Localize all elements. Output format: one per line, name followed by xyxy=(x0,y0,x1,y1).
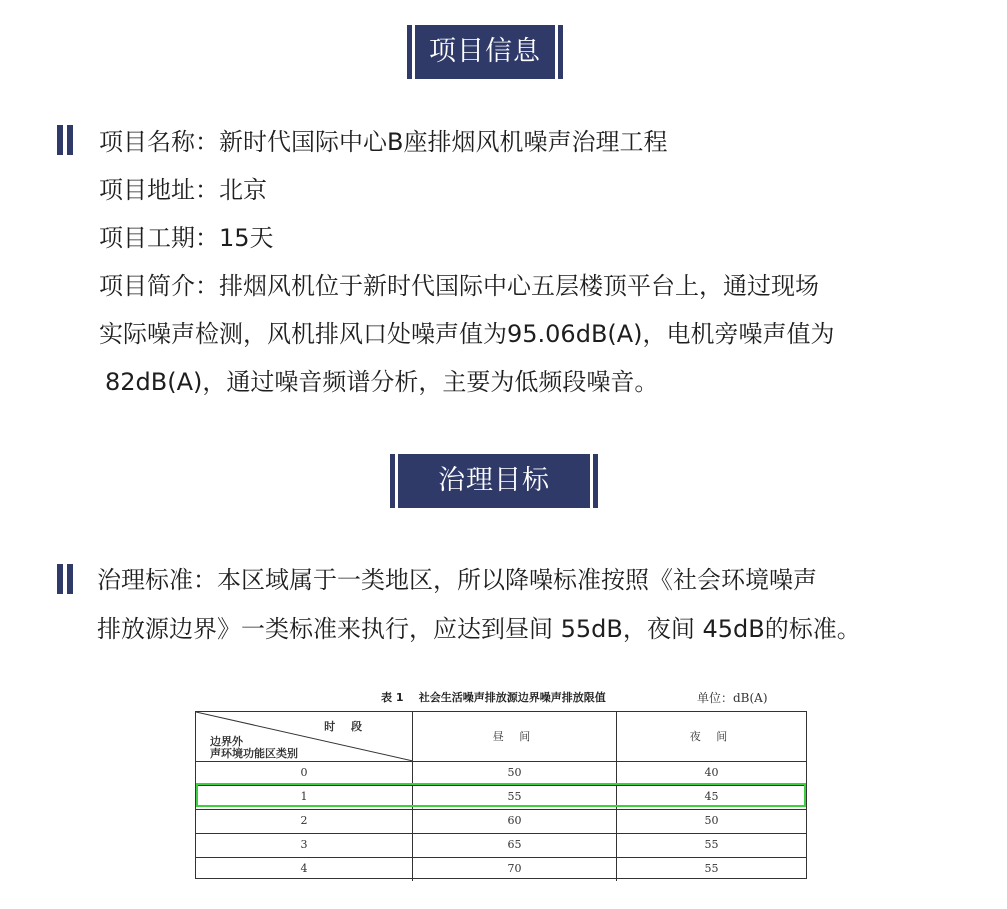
cell-night: 55 xyxy=(704,838,719,851)
noise-limit-table xyxy=(195,711,807,879)
project-name: 项目名称：新时代国际中心B座排烟风机噪声治理工程 xyxy=(99,128,668,156)
target-line2: 排放源边界》一类标准来执行，应达到昼间 55dB，夜间 45dB的标准。 xyxy=(97,615,861,643)
header-period: 时 段 xyxy=(324,720,368,733)
header-day: 昼 间 xyxy=(413,712,617,761)
cell-category: 4 xyxy=(196,857,413,881)
cell-day: 60 xyxy=(413,809,617,833)
cell-night: 40 xyxy=(704,766,719,779)
cell-night: 50 xyxy=(704,814,719,827)
table-row xyxy=(196,761,806,786)
cell-day: 70 xyxy=(413,857,617,881)
header-night: 夜 间 xyxy=(689,730,734,743)
cell-night: 55 xyxy=(704,862,719,875)
section-title-label: 治理目标 xyxy=(398,454,590,508)
table-row xyxy=(196,857,806,881)
section-title-project-info xyxy=(407,25,563,79)
cell-category: 1 xyxy=(196,785,413,809)
header-category-line1: 边界外 xyxy=(210,735,243,748)
table-row xyxy=(196,785,806,810)
table-caption: 表 1 社会生活噪声排放源边界噪声排放限值 xyxy=(381,691,606,704)
table-header-row xyxy=(196,712,806,762)
target-line1: 治理标准：本区域属于一类地区，所以降噪标准按照《社会环境噪声 xyxy=(97,566,817,594)
section-title-target xyxy=(390,454,598,508)
section-marker-icon xyxy=(57,564,73,594)
header-category-line2: 声环境功能区类别 xyxy=(210,747,298,760)
table-unit: 单位：dB(A) xyxy=(697,691,768,705)
badge-bar-right xyxy=(558,25,563,79)
cell-category: 2 xyxy=(196,809,413,833)
cell-category: 0 xyxy=(196,761,413,785)
project-duration: 项目工期：15天 xyxy=(99,224,274,252)
project-intro-line1: 项目简介：排烟风机位于新时代国际中心五层楼顶平台上，通过现场 xyxy=(99,272,819,300)
section-marker-icon xyxy=(57,125,73,155)
cell-day: 55 xyxy=(413,785,617,809)
section-title-label: 项目信息 xyxy=(415,25,555,79)
badge-bar-right xyxy=(593,454,598,508)
table-row xyxy=(196,833,806,858)
cell-night: 45 xyxy=(704,790,719,803)
project-address: 项目地址：北京 xyxy=(99,176,267,204)
table-row xyxy=(196,809,806,834)
project-intro-line2: 实际噪声检测，风机排风口处噪声值为95.06dB(A)，电机旁噪声值为 xyxy=(99,320,835,348)
cell-day: 50 xyxy=(413,761,617,785)
project-intro-line3: 82dB(A)，通过噪音频谱分析，主要为低频段噪音。 xyxy=(105,368,659,396)
cell-day: 65 xyxy=(413,833,617,857)
table-diagonal-header xyxy=(196,712,413,761)
cell-category: 3 xyxy=(196,833,413,857)
